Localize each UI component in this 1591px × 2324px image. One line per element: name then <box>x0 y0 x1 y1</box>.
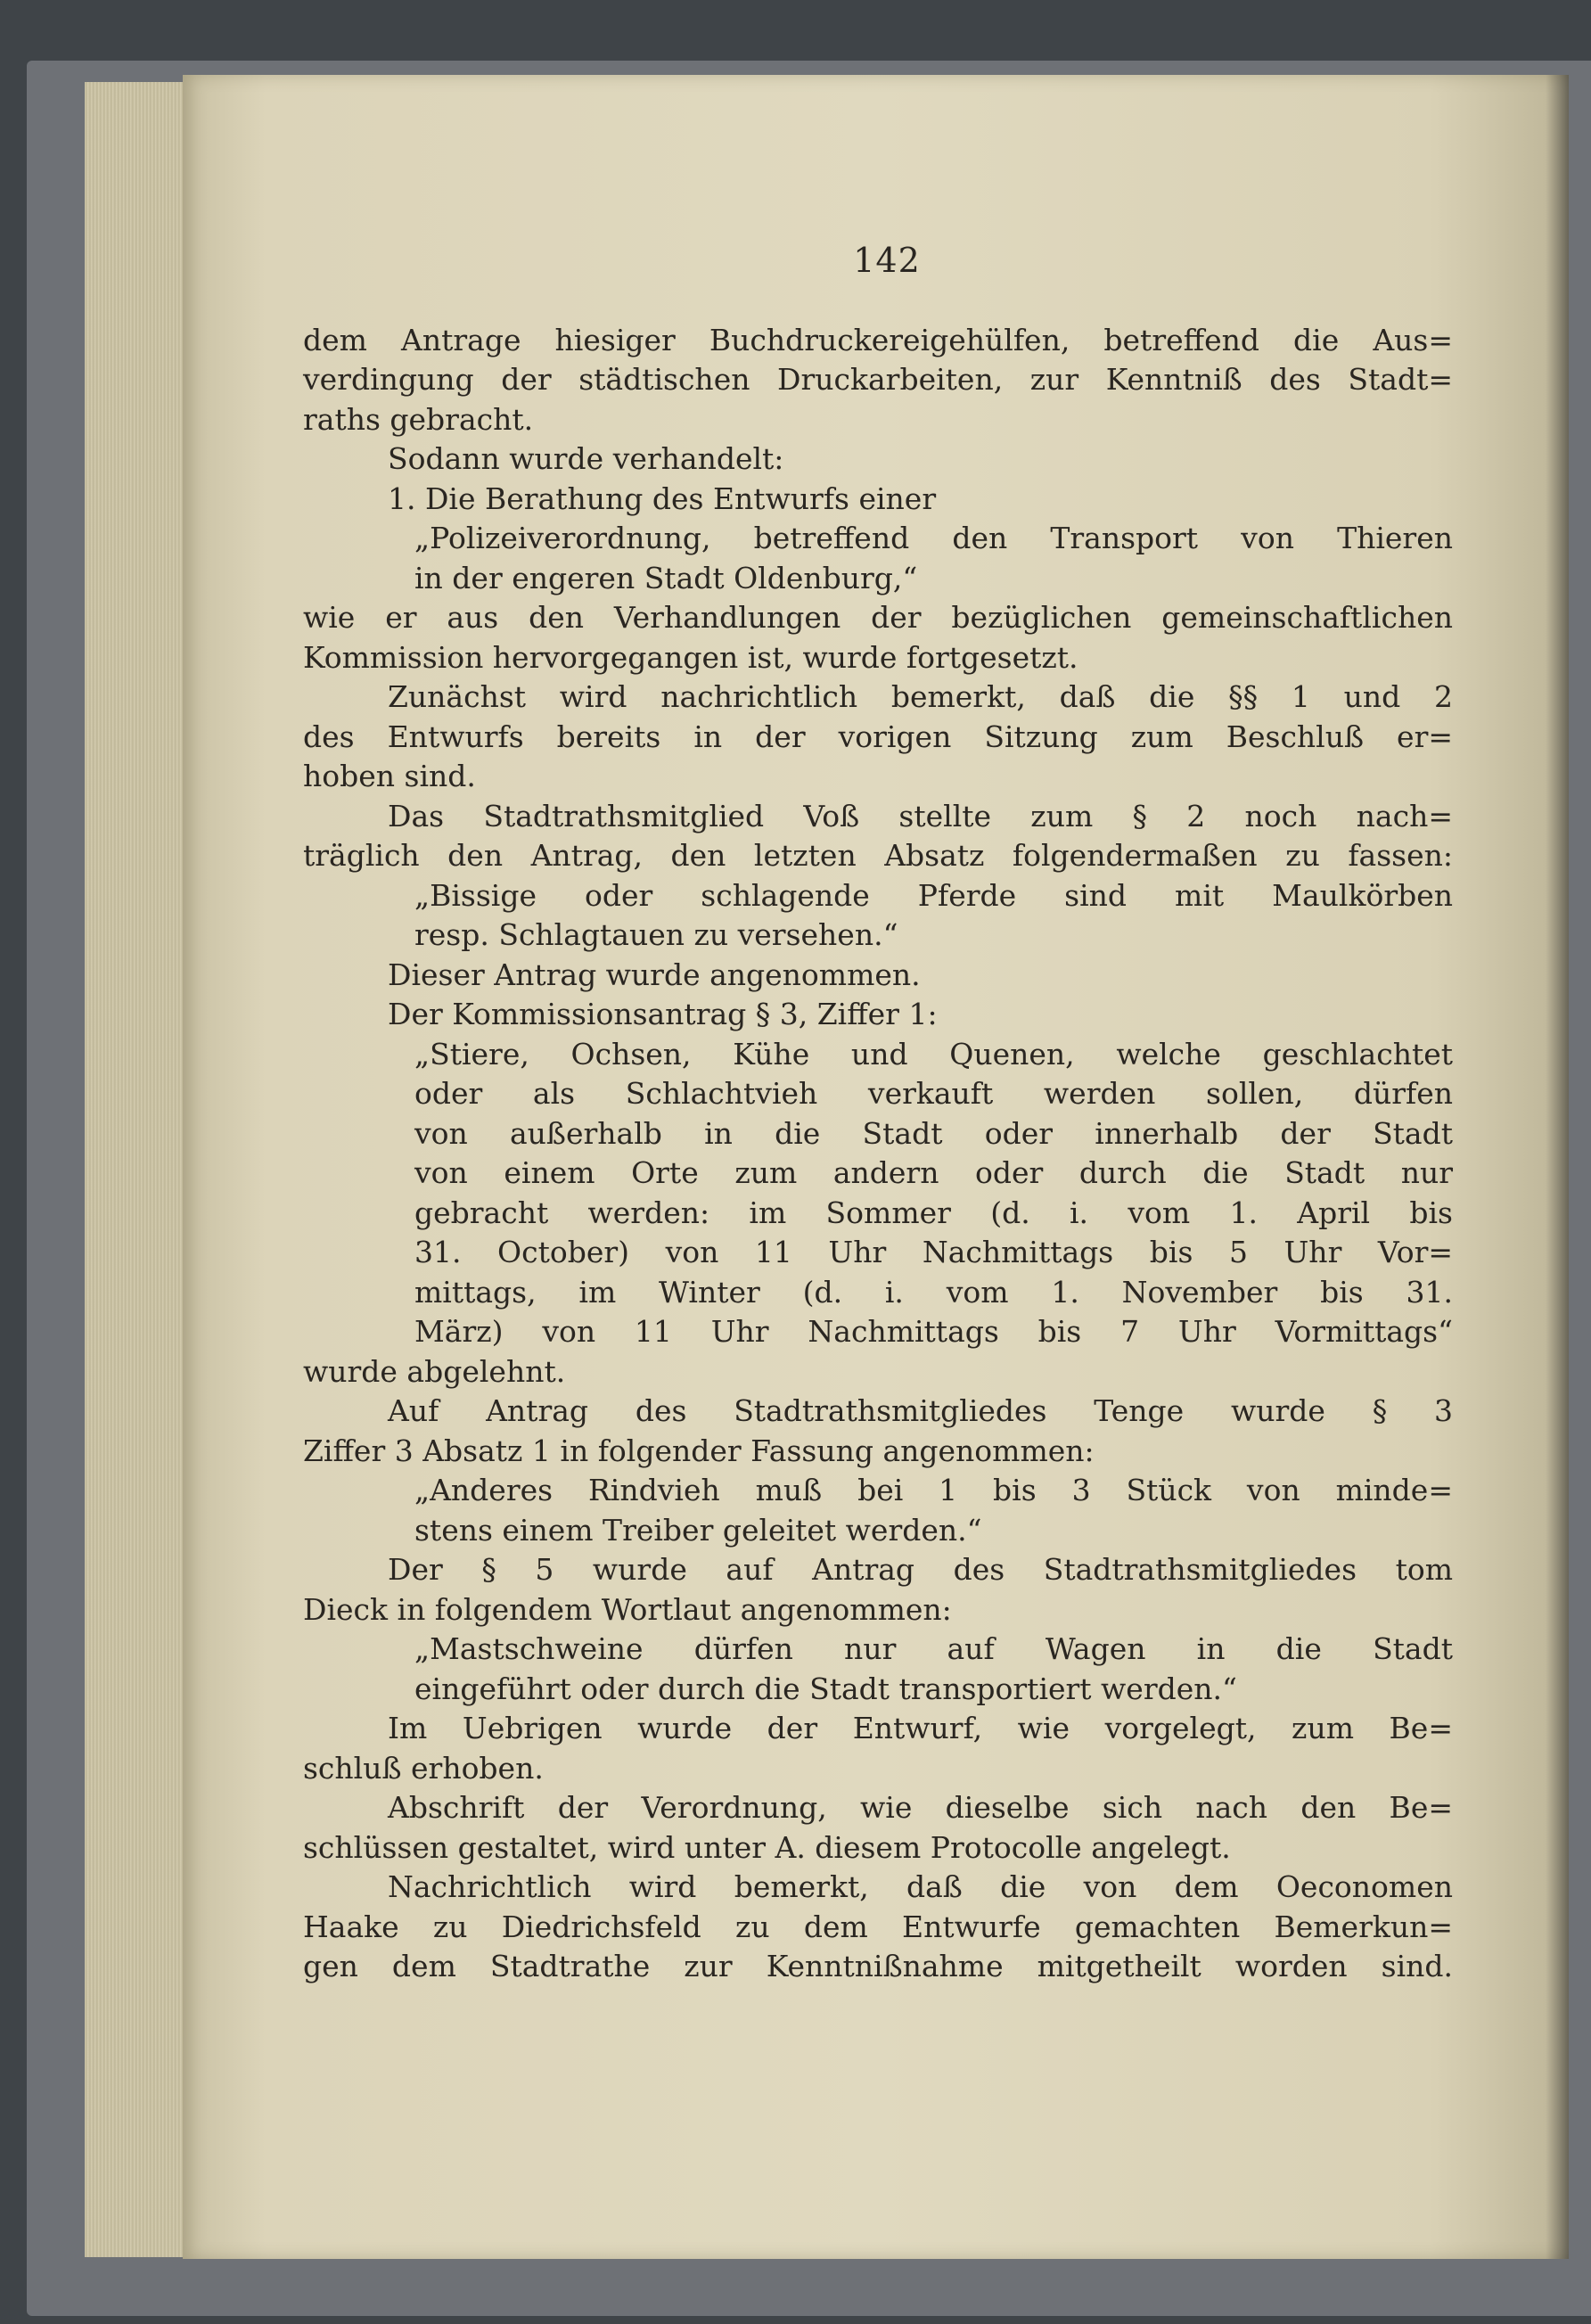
text-line: verdingung der städtischen Druckarbeiten, zur Kenntniß des Stadt= <box>303 362 1453 397</box>
text-line: 31. October) von 11 Uhr Nachmittags bis 5 Uhr Vor= <box>414 1235 1453 1269</box>
text-line: Der Kommissionsantrag § 3, Ziffer 1: <box>388 997 938 1031</box>
text-line: schlüssen gestaltet, wird unter A. diesem Protocolle angelegt. <box>303 1829 1231 1865</box>
text-line: Ziffer 3 Absatz 1 in folgender Fassung angenommen: <box>303 1433 1095 1468</box>
text-line: stens einem Treiber geleitet werden.“ <box>414 1512 982 1548</box>
text-lines <box>303 321 1453 1987</box>
text-line: eingeführt oder durch die Stadt transportiert werden.“ <box>414 1671 1237 1706</box>
text-line: „Mastschweine dürfen nur auf Wagen in die Stadt <box>414 1631 1453 1666</box>
text-line: von einem Orte zum andern oder durch die Stadt nur <box>414 1155 1453 1190</box>
text-line: Nachrichtlich wird bemerkt, daß die von dem Oeconomen <box>388 1869 1453 1904</box>
text-line: hoben sind. <box>303 759 476 793</box>
text-line: Zunächst wird nachrichtlich bemerkt, daß die §§ 1 und 2 <box>388 679 1453 714</box>
text-line: „Stiere, Ochsen, Kühe und Quenen, welche geschlachtet <box>414 1036 1453 1072</box>
text-line: Auf Antrag des Stadtrathsmitgliedes Tenge wurde § 3 <box>388 1393 1453 1428</box>
text-line: träglich den Antrag, den letzten Absatz folgendermaßen zu fassen: <box>303 838 1453 873</box>
gutter-shadow <box>1546 75 1569 2259</box>
text-line: Kommission hervorgegangen ist, wurde fortgesetzt. <box>303 639 1078 675</box>
text-line: des Entwurfs bereits in der vorigen Sitzung zum Beschluß er= <box>303 719 1453 754</box>
text-line: Der § 5 wurde auf Antrag des Stadtrathsmitgliedes tom <box>388 1552 1453 1587</box>
page-text <box>303 223 1453 1987</box>
text-line: „Polizeiverordnung, betreffend den Transport von Thieren <box>414 521 1453 555</box>
text-line: „Bissige oder schlagende Pferde sind mit Maulkörben <box>414 877 1453 913</box>
text-line: von außerhalb in die Stadt oder innerhalb der Stadt <box>414 1115 1453 1151</box>
text-line: raths gebracht. <box>303 401 534 437</box>
text-line: wurde abgelehnt. <box>303 1353 566 1389</box>
text-line: dem Antrage hiesiger Buchdruckereigehülfen, betreffend die Aus= <box>303 322 1453 357</box>
page-number: 142 <box>853 241 921 280</box>
text-line: Sodann wurde verhandelt: <box>388 441 784 476</box>
text-line: „Anderes Rindvieh muß bei 1 bis 3 Stück von minde= <box>414 1473 1453 1507</box>
text-line: 1. Die Berathung des Entwurfs einer <box>388 480 937 516</box>
text-line: mittags, im Winter (d. i. vom 1. November bis 31. <box>414 1274 1453 1310</box>
text-line: oder als Schlachtvieh verkauft werden sollen, dürfen <box>414 1076 1453 1111</box>
text-line: gebracht werden: im Sommer (d. i. vom 1. April bis <box>414 1195 1453 1230</box>
text-line: gen dem Stadtrathe zur Kenntnißnahme mitgetheilt worden sind. <box>303 1949 1453 1983</box>
text-line: schluß erhoben. <box>303 1750 544 1786</box>
text-line: resp. Schlagtauen zu versehen.“ <box>414 917 898 952</box>
text-line: Dieser Antrag wurde angenommen. <box>388 957 921 992</box>
text-line: Haake zu Diedrichsfeld zu dem Entwurfe gemachten Bemerkun= <box>303 1909 1453 1944</box>
text-line: in der engeren Stadt Oldenburg,“ <box>414 560 918 595</box>
text-line: Im Uebrigen wurde der Entwurf, wie vorgelegt, zum Be= <box>388 1711 1453 1745</box>
text-line: wie er aus den Verhandlungen der bezüglichen gemeinschaftlichen <box>303 600 1453 635</box>
text-line: Abschrift der Verordnung, wie dieselbe sich nach den Be= <box>388 1790 1453 1825</box>
text-line: Dieck in folgendem Wortlaut angenommen: <box>303 1591 952 1627</box>
text-line: Das Stadtrathsmitglied Voß stellte zum § 2 noch nach= <box>388 798 1453 834</box>
text-line: März) von 11 Uhr Nachmittags bis 7 Uhr Vormittags“ <box>414 1314 1453 1349</box>
